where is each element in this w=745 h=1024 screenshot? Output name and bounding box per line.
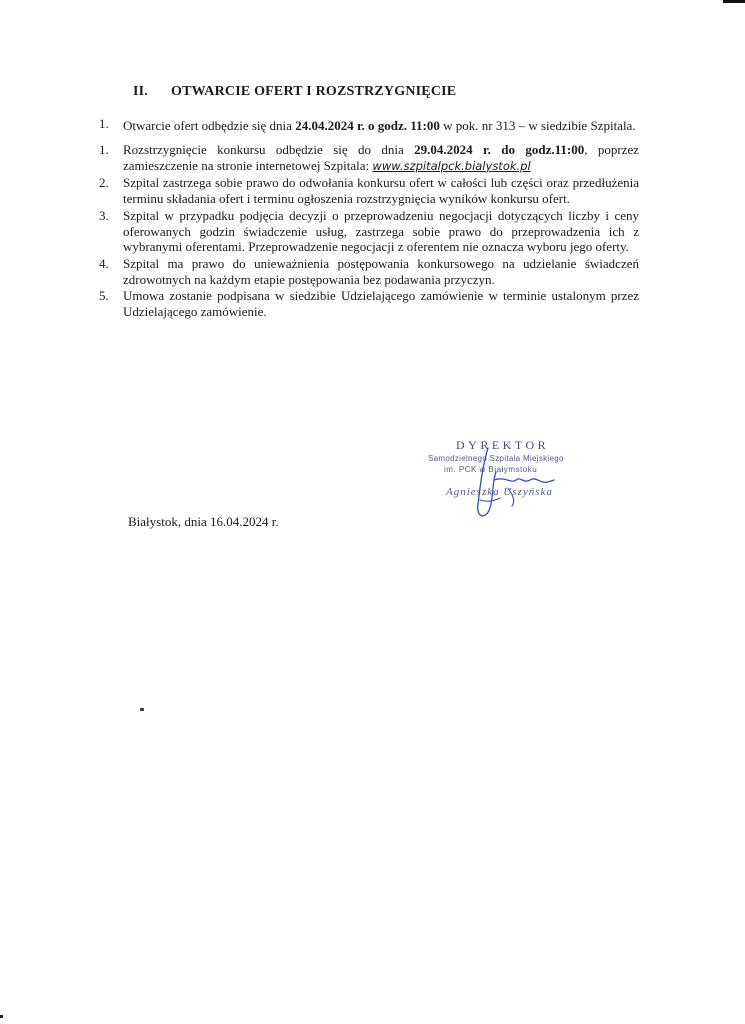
list-item-text: Szpital w przypadku podjęcia decyzji o przeprowadzeniu negocjacji dotyczących liczby i ceny oferowanych godzin świadczenie usług, zastrzega sobie prawo do przeprowadzenia ich z wybranymi oferentami. Przeprowadzenie negocjacji z oferentem nie oznacza wyboru jego oferty. [123, 207, 639, 255]
list-item [99, 116, 639, 136]
hospital-website-link[interactable]: www.szpitalpck.bialystok.pl [372, 158, 531, 173]
text-fragment: , poprzez zamieszczenie na stronie internetowej Szpitala: [123, 142, 639, 173]
list-item-text [123, 142, 639, 174]
scan-speck [140, 708, 144, 711]
place-and-date: Białystok, dnia 16.04.2024 r. [128, 514, 279, 529]
stamp-director-name: Agnieszka Uszyńska [446, 486, 553, 498]
text-fragment: Otwarcie ofert odbędzie się dnia [123, 118, 296, 133]
list-item-number: 5. [99, 288, 109, 304]
bold-date-time: 24.04.2024 r. o godz. 11:00 [295, 118, 440, 133]
list-item-text [123, 116, 639, 136]
bold-date-time: 29.04.2024 r. do godz.11:00 [414, 142, 585, 157]
list-item-number: 2. [99, 175, 109, 191]
list-item-text: Umowa zostanie podpisana w siedzibie Udzielającego zamówienie w terminie ustalonym przez Udzielającego zamówienie. [123, 288, 639, 320]
list-item-number: 4. [99, 255, 109, 271]
director-stamp-signature [420, 438, 590, 528]
list-item-number: 1. [99, 116, 109, 131]
section-title: OTWARCIE OFERT I ROZSTRZYGNIĘCIE [171, 84, 457, 99]
list-item-text: Szpital ma prawo do unieważnienia postępowania konkursowego na udzielanie świadczeń zdrowotnych na każdym etapie postępowania bez podawania przyczyn. [123, 255, 639, 287]
stamp-patron-city: im. PCK w Białymstoku [444, 465, 538, 474]
handwritten-signature-icon [420, 438, 590, 528]
list-item-text: Szpital zastrzega sobie prawo do odwołania konkursu ofert w całości lub części oraz przedłużenia terminu składania ofert i terminu ogłoszenia rozstrzygnięcia wyników konkursu ofert. [123, 175, 639, 207]
scan-edge-dot [0, 1015, 3, 1018]
scan-corner-mark [723, 0, 745, 3]
list-item [99, 175, 639, 206]
list-item-number: 1. [99, 142, 109, 157]
text-fragment: Rozstrzygnięcie konkursu odbędzie się do dnia [123, 142, 415, 157]
list-item [99, 142, 639, 174]
text-fragment: w pok. nr 313 – w siedzibie Szpitala. [439, 118, 636, 133]
list-item [99, 208, 639, 255]
section-list [99, 116, 639, 321]
list-item [99, 288, 639, 319]
stamp-institution: Samodzielnego Szpitala Miejskiego [428, 454, 564, 463]
section-number: II. [133, 84, 148, 99]
list-item [99, 256, 639, 287]
stamp-title: DYREKTOR [456, 438, 550, 452]
list-item-number: 3. [99, 207, 109, 223]
section-heading [133, 84, 456, 100]
